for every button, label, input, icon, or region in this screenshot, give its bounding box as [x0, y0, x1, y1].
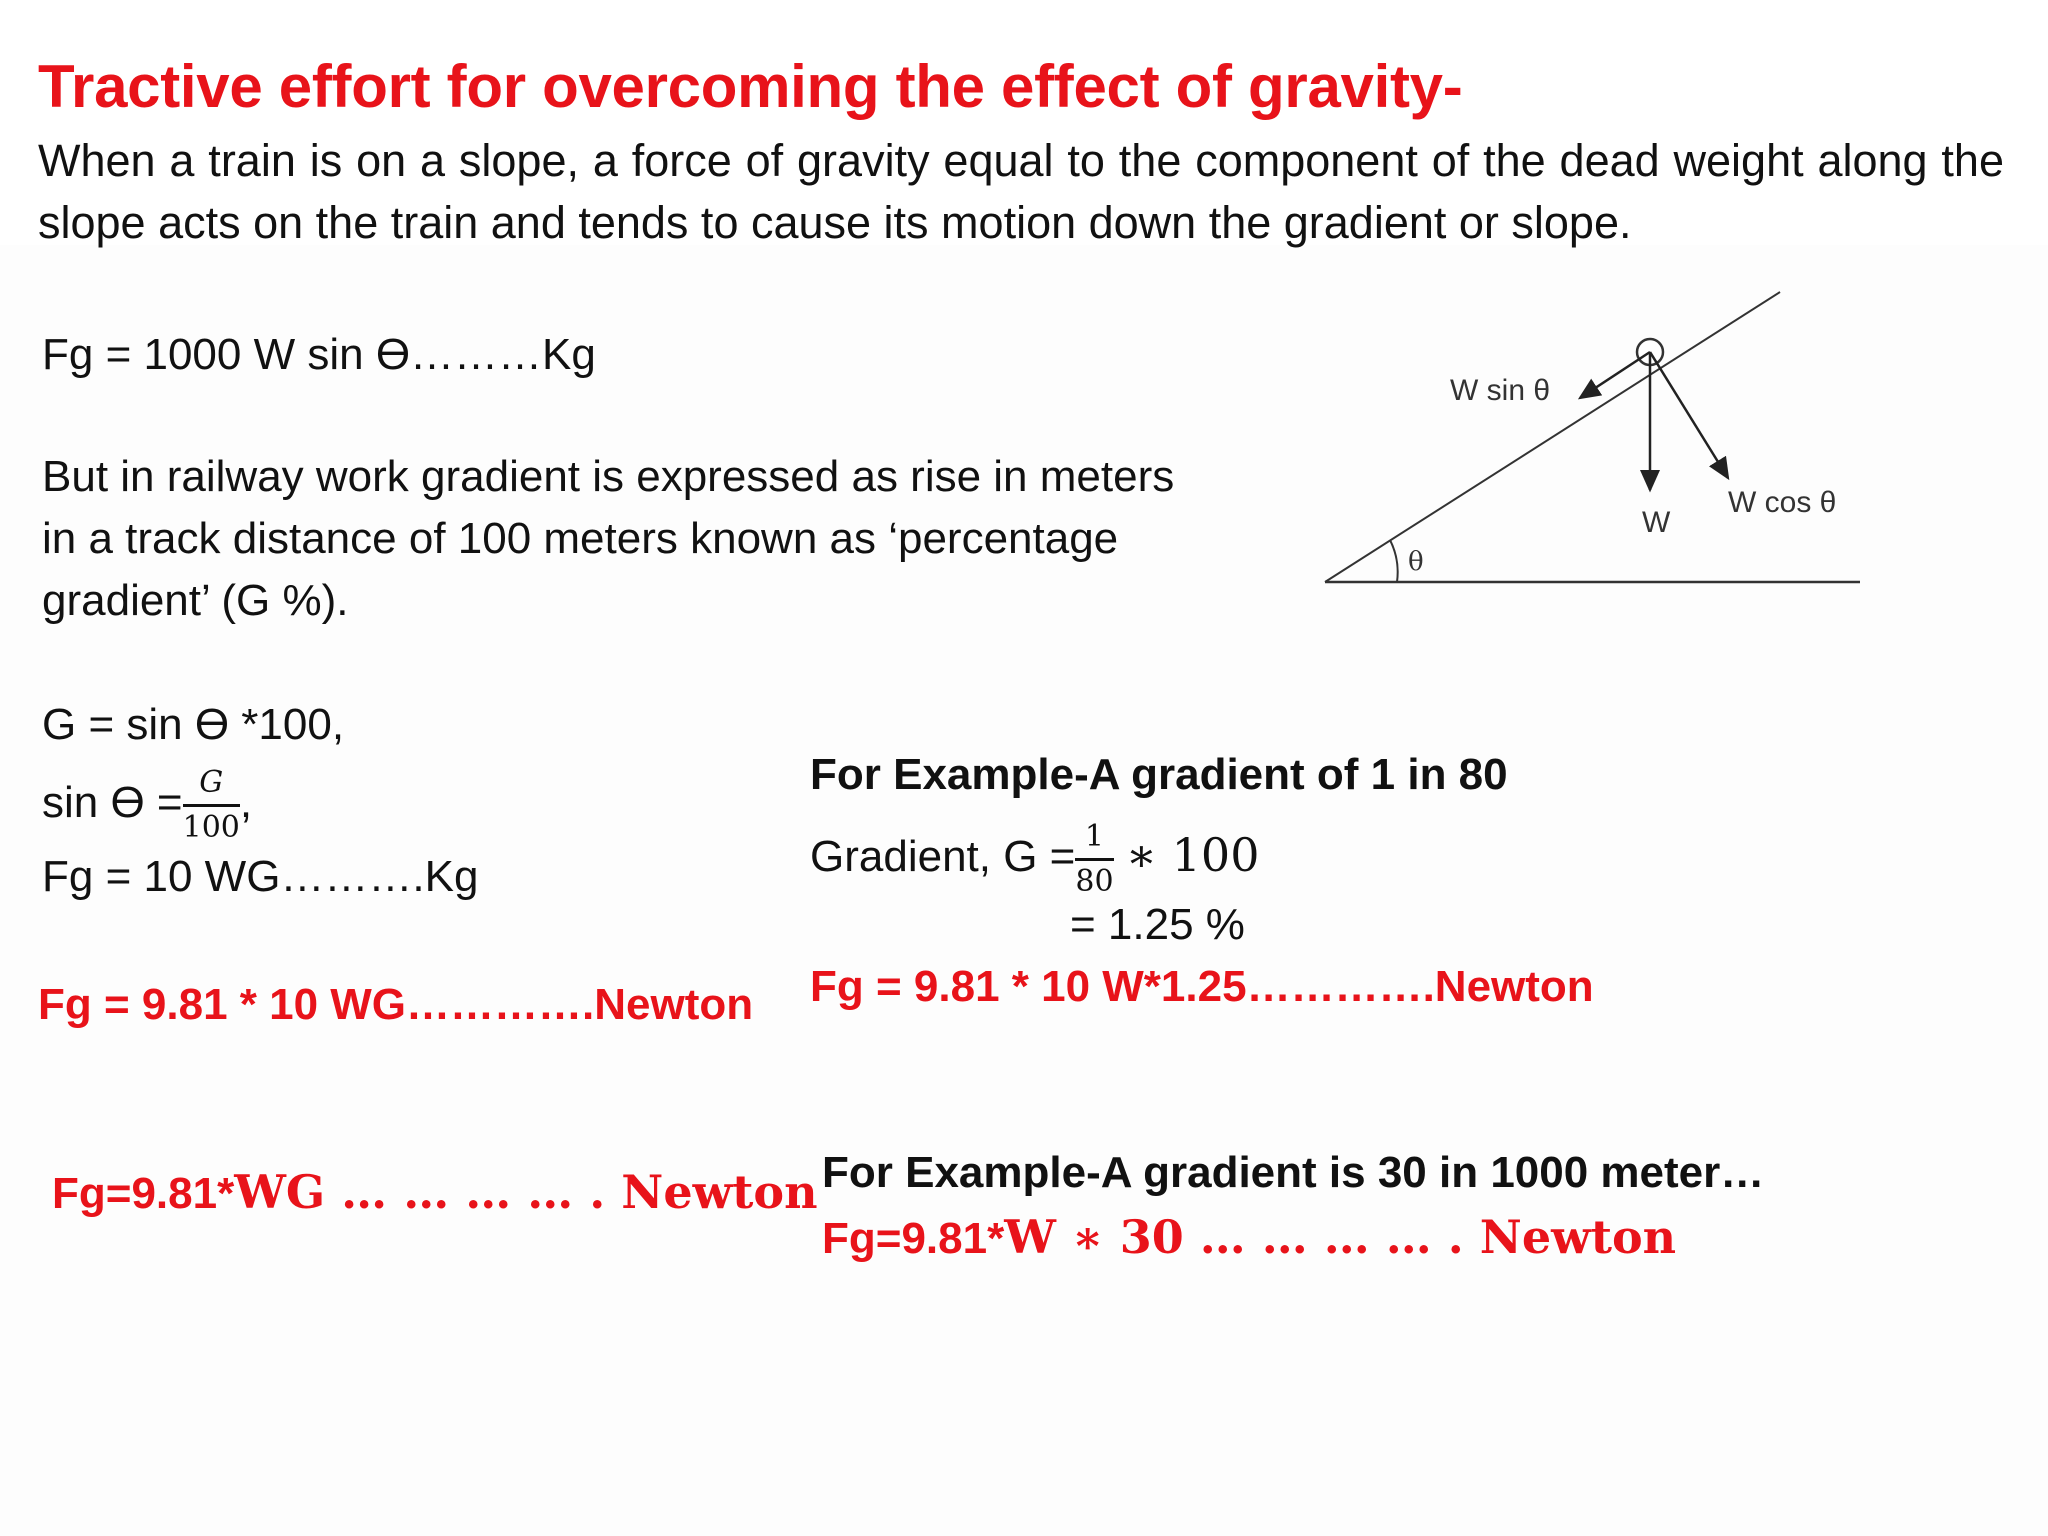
example1-gradient-equation [810, 819, 1260, 899]
fg-newton-formula: Fg = 9.81 * 10 WG………….Newton [38, 980, 754, 1029]
label-w: W [1642, 506, 1671, 539]
w-cos-arrow [1650, 352, 1728, 478]
intro-paragraph: When a train is on a slope, a force of gravity equal to the component of the dead weight along the slope acts on the train and tends to cause its motion down the gradient or slope. [38, 135, 2004, 248]
example1-fraction-denominator: 80 [1075, 864, 1114, 899]
example2-heading: For Example-A gradient is 30 in 1000 meter… [822, 1148, 1765, 1197]
example2-fg-formula [822, 1210, 1676, 1264]
example1-result: = 1.25 % [1070, 900, 1245, 949]
sin-theta-equation [42, 765, 253, 845]
example1-fraction-numerator: 1 [1075, 822, 1113, 861]
gradient-text-line3: gradient’ (G %). [42, 576, 349, 625]
inclined-plane-diagram [1320, 280, 1880, 600]
fg-short-formula [52, 1165, 818, 1219]
label-w-cos: W cos θ [1728, 486, 1837, 519]
gradient-text-line1: But in railway work gradient is expressed as rise in meters [42, 452, 1175, 501]
label-w-sin: W sin θ [1450, 374, 1551, 407]
sin-suffix: , [239, 778, 253, 828]
sin-fraction [182, 765, 240, 845]
gradient-text-line2: in a track distance of 100 meters known as ‘percentage [42, 514, 1119, 563]
g-equation: G = sin Ө *100, [42, 700, 345, 749]
example1-gradient-prefix: Gradient, G = [810, 832, 1076, 882]
angle-arc [1390, 540, 1398, 582]
example1-gradient-suffix: ∗ 100 [1125, 828, 1260, 883]
example1-fg-formula: Fg = 9.81 * 10 W*1.25………….Newton [810, 962, 1594, 1011]
slide-title: Tractive effort for overcoming the effect of gravity- [38, 53, 1463, 120]
label-theta: θ [1408, 547, 1424, 577]
slope-line [1325, 292, 1780, 582]
example2-fg-math: W ∗ 30 … … … … . Newton [1004, 1210, 1677, 1264]
fg-short-math: WG … … … … . Newton [234, 1165, 818, 1219]
w-sin-arrow [1580, 352, 1650, 398]
sin-fraction-numerator: G [183, 768, 240, 807]
sin-prefix: sin Ө = [42, 778, 183, 828]
example1-heading: For Example-A gradient of 1 in 80 [810, 750, 1508, 799]
example2-fg-prefix: Fg=9.81* [822, 1214, 1005, 1263]
example1-fraction [1075, 819, 1114, 899]
fg-10wg-formula: Fg = 10 WG……….Kg [42, 852, 479, 901]
fg-short-prefix: Fg=9.81* [52, 1169, 235, 1218]
fg-kg-formula: Fg = 1000 W sin Ө………Kg [42, 330, 596, 379]
sin-fraction-denominator: 100 [182, 810, 240, 845]
